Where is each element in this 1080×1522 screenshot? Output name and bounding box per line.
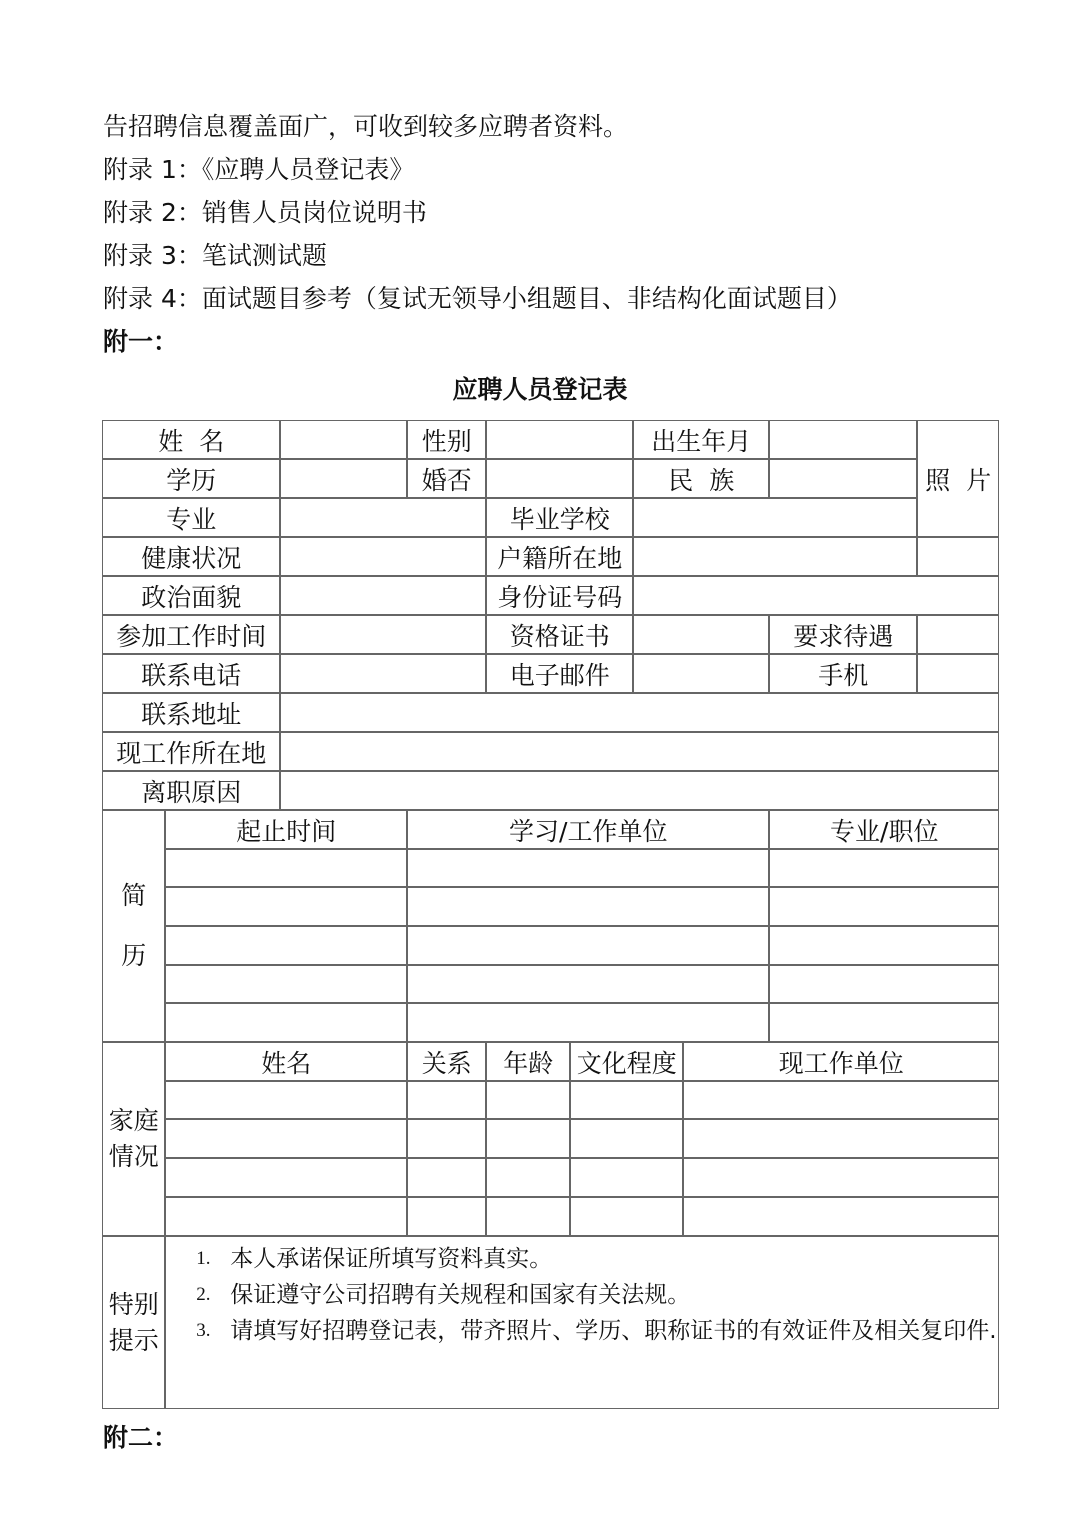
resume-input-period[interactable] [165,849,407,887]
family-input-education[interactable] [570,1081,683,1119]
label-political: 政治面貌 [102,576,280,615]
notice-body [165,1236,999,1409]
input-political[interactable] [280,576,486,615]
family-input-age[interactable] [486,1119,570,1158]
notice-label-line2: 提示 [108,1325,159,1355]
input-name[interactable] [280,420,407,459]
input-marital[interactable] [486,459,633,498]
photo-box[interactable]: 照 片 [917,420,999,537]
notice-item-number: 2. [196,1284,211,1306]
family-label-line1: 家庭 [108,1106,159,1136]
label-school: 毕业学校 [486,498,633,537]
notice-item-text: 请填写好招聘登记表，带齐照片、学历、职称证书的有效证件及相关复印件. [230,1318,997,1345]
resume-header-organization: 学习/工作单位 [407,810,769,849]
label-leave-reason: 离职原因 [102,771,280,810]
family-input-education[interactable] [570,1158,683,1197]
label-household: 户籍所在地 [486,537,633,576]
notice-item-number: 3. [196,1320,211,1342]
resume-header-position: 专业/职位 [769,810,999,849]
family-header-employer: 现工作单位 [683,1042,999,1081]
input-work-start[interactable] [280,615,486,654]
family-input-relation[interactable] [407,1119,486,1158]
resume-label [102,810,165,1042]
intro-line-5: 附录 4：面试题目参考（复试无领导小组题目、非结构化面试题目） [103,284,852,313]
input-leave-reason[interactable] [280,771,999,810]
resume-header-period: 起止时间 [165,810,407,849]
notice-label [102,1236,165,1409]
notice-item [196,1277,998,1313]
label-name: 姓 名 [102,420,280,459]
notice-item-text: 本人承诺保证所填写资料真实。 [230,1246,553,1273]
family-input-name[interactable] [165,1081,407,1119]
family-input-education[interactable] [570,1119,683,1158]
notice-item [196,1313,998,1349]
label-certificate: 资格证书 [486,615,633,654]
resume-input-organization[interactable] [407,849,769,887]
resume-input-organization[interactable] [407,1003,769,1042]
notice-item-text: 保证遵守公司招聘有关规程和国家有关法规。 [230,1282,691,1309]
label-work-start: 参加工作时间 [102,615,280,654]
intro-line-3: 附录 2：销售人员岗位说明书 [103,198,427,227]
family-input-relation[interactable] [407,1158,486,1197]
input-mobile[interactable] [917,654,999,693]
family-input-relation[interactable] [407,1081,486,1119]
resume-input-position[interactable] [769,849,999,887]
resume-input-position[interactable] [769,926,999,965]
resume-input-position[interactable] [769,965,999,1003]
input-email[interactable] [633,654,769,693]
resume-input-period[interactable] [165,926,407,965]
blank-cell [917,537,999,576]
resume-input-organization[interactable] [407,965,769,1003]
family-input-education[interactable] [570,1197,683,1236]
family-input-age[interactable] [486,1197,570,1236]
resume-input-position[interactable] [769,887,999,926]
family-input-age[interactable] [486,1158,570,1197]
resume-input-period[interactable] [165,887,407,926]
input-address[interactable] [280,693,999,732]
resume-input-period[interactable] [165,1003,407,1042]
family-input-employer[interactable] [683,1158,999,1197]
notice-item [196,1241,998,1277]
resume-label-bottom: 历 [121,941,147,971]
input-household[interactable] [633,537,917,576]
input-major[interactable] [280,498,486,537]
intro-line-4: 附录 3：笔试测试题 [103,241,327,270]
notice-item-number: 1. [196,1248,211,1270]
family-input-name[interactable] [165,1197,407,1236]
input-school[interactable] [633,498,917,537]
resume-input-period[interactable] [165,965,407,1003]
intro-line-1: 告招聘信息覆盖面广，可收到较多应聘者资料。 [103,112,629,141]
input-work-location[interactable] [280,732,999,771]
label-marital: 婚否 [407,459,486,498]
input-salary[interactable] [917,615,999,654]
family-input-age[interactable] [486,1081,570,1119]
family-header-name: 姓名 [165,1042,407,1081]
label-education: 学历 [102,459,280,498]
label-health: 健康状况 [102,537,280,576]
family-header-education: 文化程度 [570,1042,683,1081]
label-work-location: 现工作所在地 [102,732,280,771]
form-title: 应聘人员登记表 [452,375,628,404]
family-input-relation[interactable] [407,1197,486,1236]
label-email: 电子邮件 [486,654,633,693]
label-id-number: 身份证号码 [486,576,633,615]
family-input-employer[interactable] [683,1197,999,1236]
label-birth: 出生年月 [633,420,769,459]
label-ethnicity: 民 族 [633,459,769,498]
resume-input-position[interactable] [769,1003,999,1042]
input-birth[interactable] [769,420,917,459]
label-address: 联系地址 [102,693,280,732]
input-gender[interactable] [486,420,633,459]
label-mobile: 手机 [769,654,917,693]
family-input-name[interactable] [165,1158,407,1197]
family-header-relation: 关系 [407,1042,486,1081]
resume-input-organization[interactable] [407,887,769,926]
appendix-2-heading: 附二： [103,1423,179,1452]
input-id-number[interactable] [633,576,999,615]
resume-input-organization[interactable] [407,926,769,965]
label-salary: 要求待遇 [769,615,917,654]
family-label [102,1042,165,1236]
notice-label-line1: 特别 [108,1289,159,1319]
input-education[interactable] [280,459,407,498]
appendix-1-heading: 附一： [103,327,179,356]
input-phone[interactable] [280,654,486,693]
family-input-employer[interactable] [683,1081,999,1119]
input-health[interactable] [280,537,486,576]
input-certificate[interactable] [633,615,769,654]
family-input-employer[interactable] [683,1119,999,1158]
resume-label-top: 简 [121,881,147,911]
input-ethnicity[interactable] [769,459,917,498]
label-major: 专业 [102,498,280,537]
family-label-line2: 情况 [108,1142,159,1172]
family-input-name[interactable] [165,1119,407,1158]
intro-line-2: 附录 1：《应聘人员登记表》 [103,155,415,184]
label-phone: 联系电话 [102,654,280,693]
label-gender: 性别 [407,420,486,459]
family-header-age: 年龄 [486,1042,570,1081]
